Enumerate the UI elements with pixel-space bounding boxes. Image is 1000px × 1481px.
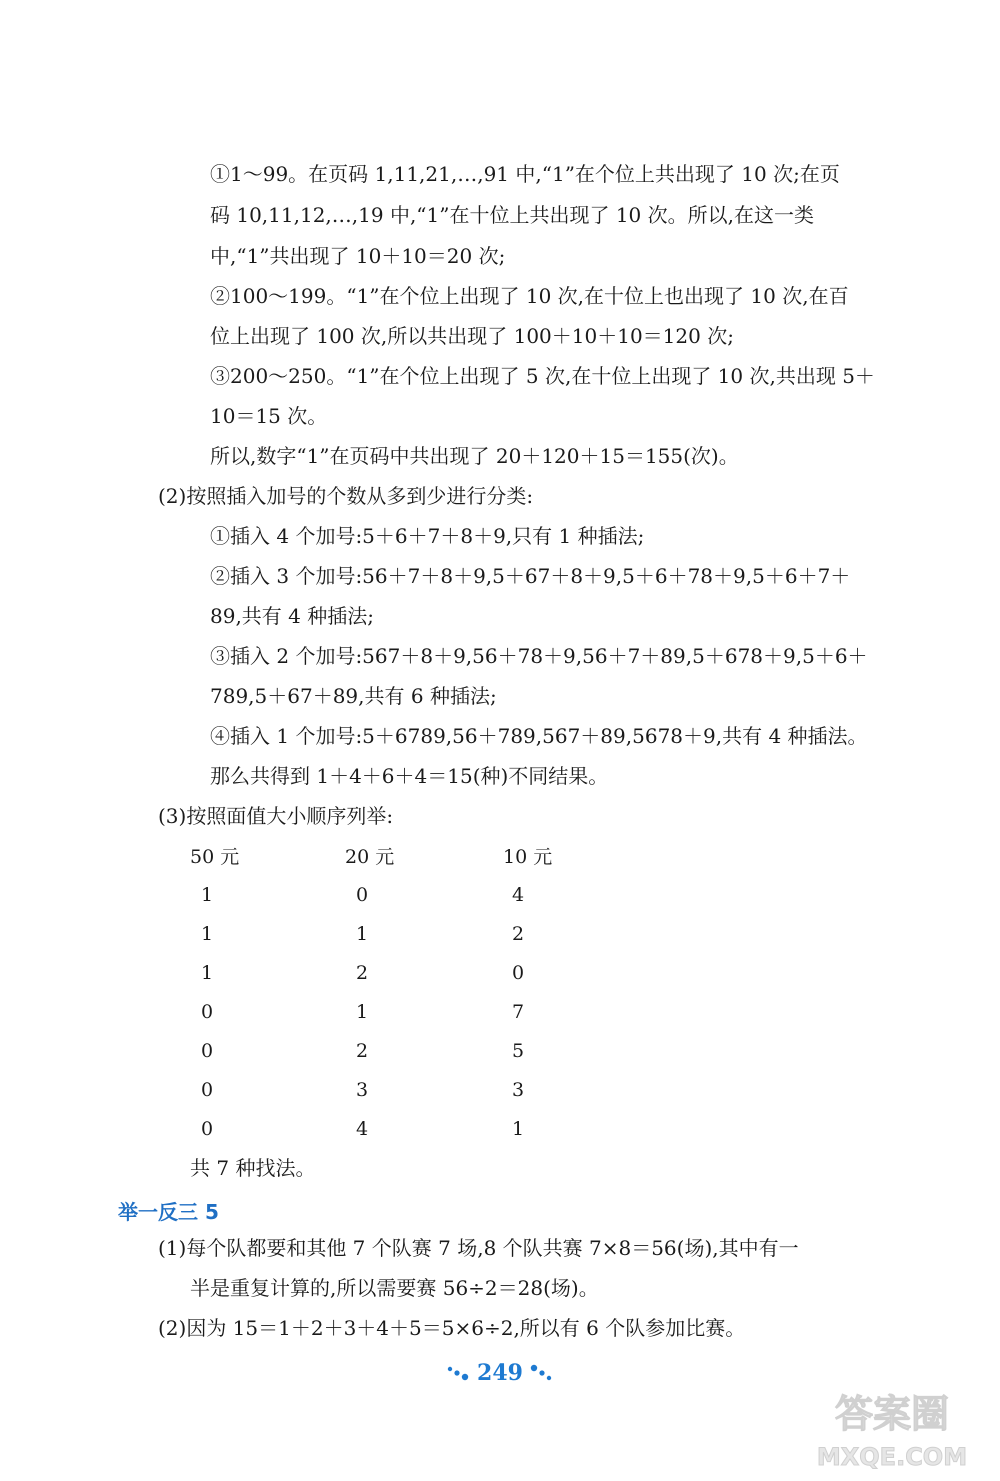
table-cell: 2 [356,962,369,984]
table-cell: 4 [356,1118,369,1140]
table-cell: 3 [356,1079,369,1101]
svg-text:答案圈: 答案圈 [834,1392,950,1436]
text-line: 半是重复计算的,所以需要赛 56÷2＝28(场)。 [190,1276,599,1300]
table-cell: 0 [201,1079,214,1101]
page-number: 249 [477,1360,523,1386]
table-cell: 0 [201,1040,214,1062]
table-cell: 5 [512,1040,525,1062]
watermark-logo [792,1385,992,1475]
text-line: 89,共有 4 种插法; [210,604,374,628]
table-cell: 1 [356,1001,369,1023]
table-cell: 0 [512,962,525,984]
text-line: 码 10,11,12,…,19 中,“1”在十位上共出现了 10 次。所以,在这一类 [210,203,814,227]
table-cell: 3 [512,1079,525,1101]
text-line: ③插入 2 个加号:567＋8＋9,56＋78＋9,56＋7＋89,5＋678＋9,5＋6＋ [210,644,868,668]
text-line: 789,5＋67＋89,共有 6 种插法; [210,684,497,708]
table-header: 50 元 [190,846,240,868]
text-line: 那么共得到 1＋4＋6＋4＝15(种)不同结果。 [210,764,609,788]
table-cell: 7 [512,1001,525,1023]
text-line: 所以,数字“1”在页码中共出现了 20＋120＋15＝155(次)。 [210,444,739,468]
text-line: ③200～250。“1”在个位上出现了 5 次,在十位上出现了 10 次,共出现 5＋ [210,364,875,388]
text-line: 10＝15 次。 [210,404,328,428]
page-footer [0,1360,1000,1386]
text-line: 中,“1”共出现了 10＋10＝20 次; [210,244,506,268]
text-line: (3)按照面值大小顺序列举: [158,804,394,828]
text-line: (2)因为 15＝1＋2＋3＋4＋5＝5×6÷2,所以有 6 个队参加比赛。 [158,1316,746,1340]
table-cell: 0 [201,1118,214,1140]
text-line: 位上出现了 100 次,所以共出现了 100＋10＋10＝120 次; [210,324,734,348]
table-cell: 1 [356,923,369,945]
table-cell: 1 [201,962,214,984]
text-line: ①插入 4 个加号:5＋6＋7＋8＋9,只有 1 种插法; [210,524,645,548]
table-cell: 1 [512,1118,525,1140]
text-line: ②插入 3 个加号:56＋7＋8＋9,5＋67＋8＋9,5＋6＋78＋9,5＋6＋7＋ [210,564,851,588]
text-line: (1)每个队都要和其他 7 个队赛 7 场,8 个队共赛 7×8＝56(场),其中有一 [158,1236,799,1260]
table-header: 20 元 [345,846,395,868]
table-cell: 0 [356,884,369,906]
text-line: ④插入 1 个加号:5＋6789,56＋789,567＋89,5678＋9,共有 4 种插法。 [210,724,868,748]
table-cell: 2 [356,1040,369,1062]
table-cell: 2 [512,923,525,945]
table-cell: 1 [201,884,214,906]
section-heading: 举一反三 5 [118,1200,219,1224]
table-cell: 4 [512,884,525,906]
svg-text:MXQE.COM: MXQE.COM [816,1443,968,1471]
text-line: ①1～99。在页码 1,11,21,…,91 中,“1”在个位上共出现了 10 次;在页 [210,162,840,186]
table-cell: 1 [201,923,214,945]
text-line: (2)按照插入加号的个数从多到少进行分类: [158,484,534,508]
table-header: 10 元 [503,846,553,868]
dots-right-icon [528,1363,554,1383]
text-line: ②100～199。“1”在个位上出现了 10 次,在十位上也出现了 10 次,在百 [210,284,849,308]
table-cell: 0 [201,1001,214,1023]
dots-left-icon [446,1363,472,1383]
total-line: 共 7 种找法。 [190,1156,316,1180]
